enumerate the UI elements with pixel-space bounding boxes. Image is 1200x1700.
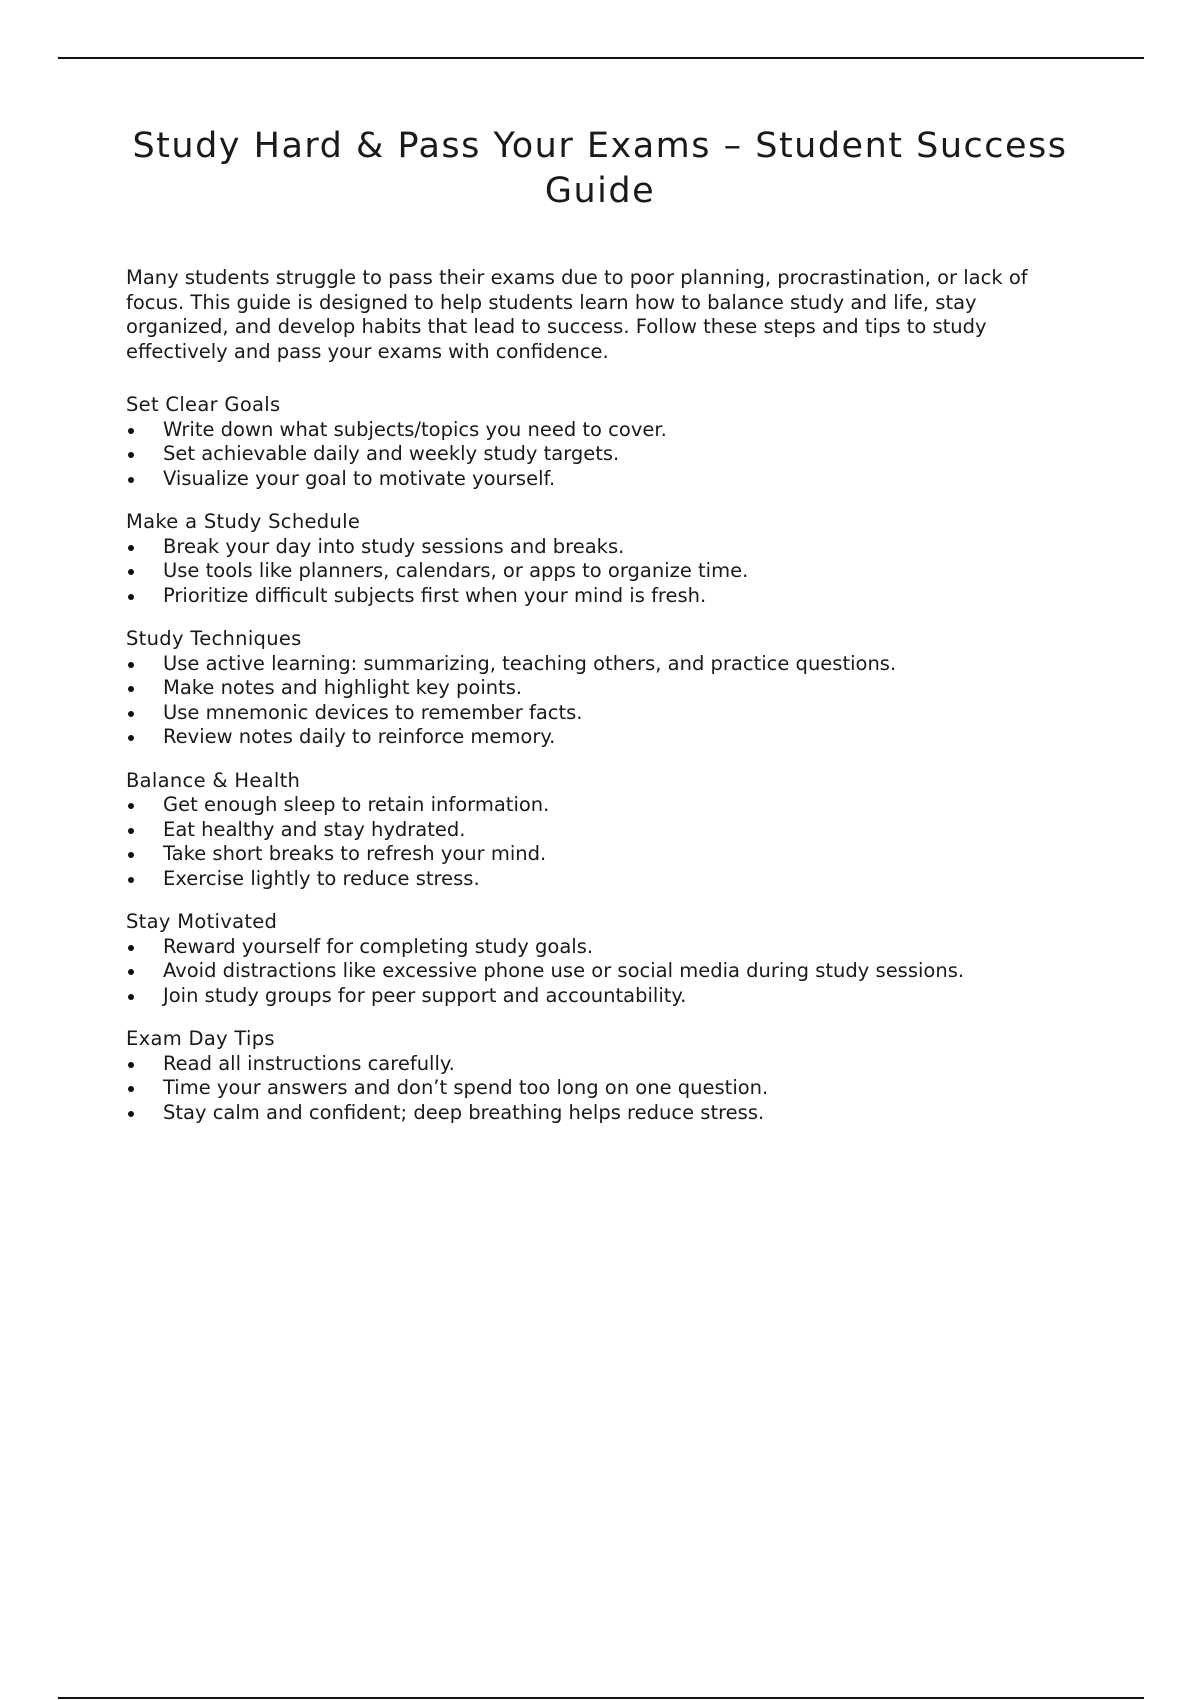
bullet-list [126,793,1066,891]
list-item-text: Take short breaks to refresh your mind. [163,842,547,865]
list-item-text: Break your day into study sessions and breaks. [163,534,625,558]
section-heading: Balance & Health [126,768,301,792]
list-item [126,984,1066,1009]
list-item [126,818,1066,843]
top-rule [58,57,1144,59]
bullet-icon [128,686,134,692]
list-item-text: Use mnemonic devices to remember facts. [163,700,583,724]
bullet-list [126,418,1066,492]
bullet-icon [128,803,134,809]
list-item [126,701,1066,726]
bullet-icon [128,545,134,551]
list-item-text: Reward yourself for completing study goals. [163,934,594,958]
bullet-icon [128,1086,134,1092]
list-item [126,559,1066,584]
list-item [126,584,1066,609]
list-item [126,442,1066,467]
list-item-text: Use tools like planners, calendars, or apps to organize time. [163,559,749,582]
bullet-icon [128,452,134,458]
bullet-icon [128,852,134,858]
list-item [126,793,1066,818]
bullet-icon [128,1111,134,1117]
list-item [126,418,1066,443]
bullet-icon [128,877,134,883]
section-make-study-schedule [126,510,1066,608]
list-item [126,1101,1066,1126]
bullet-list [126,535,1066,609]
list-item-text: Read all instructions carefully. [163,1051,455,1075]
list-item-text: Prioritize difficult subjects first when your mind is fresh. [163,583,707,607]
list-item-text: Stay calm and confident; deep breathing helps reduce stress. [163,1100,765,1124]
list-item [126,725,1066,750]
list-item [126,867,1066,892]
section-heading: Make a Study Schedule [126,510,361,533]
section-heading: Study Techniques [126,627,302,650]
bullet-icon [128,735,134,741]
bullet-list [126,652,1066,750]
section-stay-motivated [126,910,1066,1008]
list-item [126,1076,1066,1101]
list-item-text: Get enough sleep to retain information. [163,793,550,816]
bullet-icon [128,662,134,668]
list-item [126,959,1066,984]
list-item [126,842,1066,867]
list-item [126,652,1066,677]
section-exam-day-tips [126,1027,1066,1125]
list-item [126,935,1066,960]
bullet-icon [128,969,134,975]
bullet-icon [128,994,134,1000]
bullet-icon [128,594,134,600]
list-item-text: Visualize your goal to motivate yourself. [163,466,556,490]
list-item-text: Time your answers and don’t spend too long on one question. [163,1076,769,1099]
bullet-icon [128,428,134,434]
list-item [126,535,1066,560]
bullet-list [126,935,1066,1009]
list-item-text: Avoid distractions like excessive phone use or social media during study sessions. [163,959,965,982]
list-item-text: Use active learning: summarizing, teaching others, and practice questions. [163,651,897,675]
bottom-rule [58,1697,1144,1699]
list-item-text: Review notes daily to reinforce memory. [163,725,556,748]
section-heading: Set Clear Goals [126,393,281,416]
section-set-clear-goals [126,393,1066,491]
bullet-icon [128,945,134,951]
section-study-techniques [126,627,1066,750]
bullet-icon [128,711,134,717]
list-item [126,467,1066,492]
list-item-text: Set achievable daily and weekly study targets. [163,442,620,465]
list-item-text: Exercise lightly to reduce stress. [163,866,480,890]
document-title: Study Hard & Pass Your Exams – Student Success Guide [132,126,1068,211]
list-item-text: Make notes and highlight key points. [163,676,523,699]
section-heading: Stay Motivated [126,910,278,933]
list-item-text: Write down what subjects/topics you need to cover. [163,417,667,441]
list-item-text: Join study groups for peer support and accountability. [163,983,687,1007]
intro-paragraph: Many students struggle to pass their exams due to poor planning, procrastination, or lack of focus. This guide is designed to help students learn how to balance study and life, stay organized, and develop habits that lead to success. Follow these steps and tips to study effectively and pass your exams with confidence. [126,266,1028,363]
bullet-icon [128,477,134,483]
document-body [126,266,1066,1144]
section-heading: Exam Day Tips [126,1027,275,1050]
bullet-icon [128,828,134,834]
section-balance-health [126,769,1066,892]
bullet-list [126,1052,1066,1126]
list-item [126,1052,1066,1077]
bullet-icon [128,1062,134,1068]
list-item [126,676,1066,701]
list-item-text: Eat healthy and stay hydrated. [163,817,466,841]
bullet-icon [128,569,134,575]
